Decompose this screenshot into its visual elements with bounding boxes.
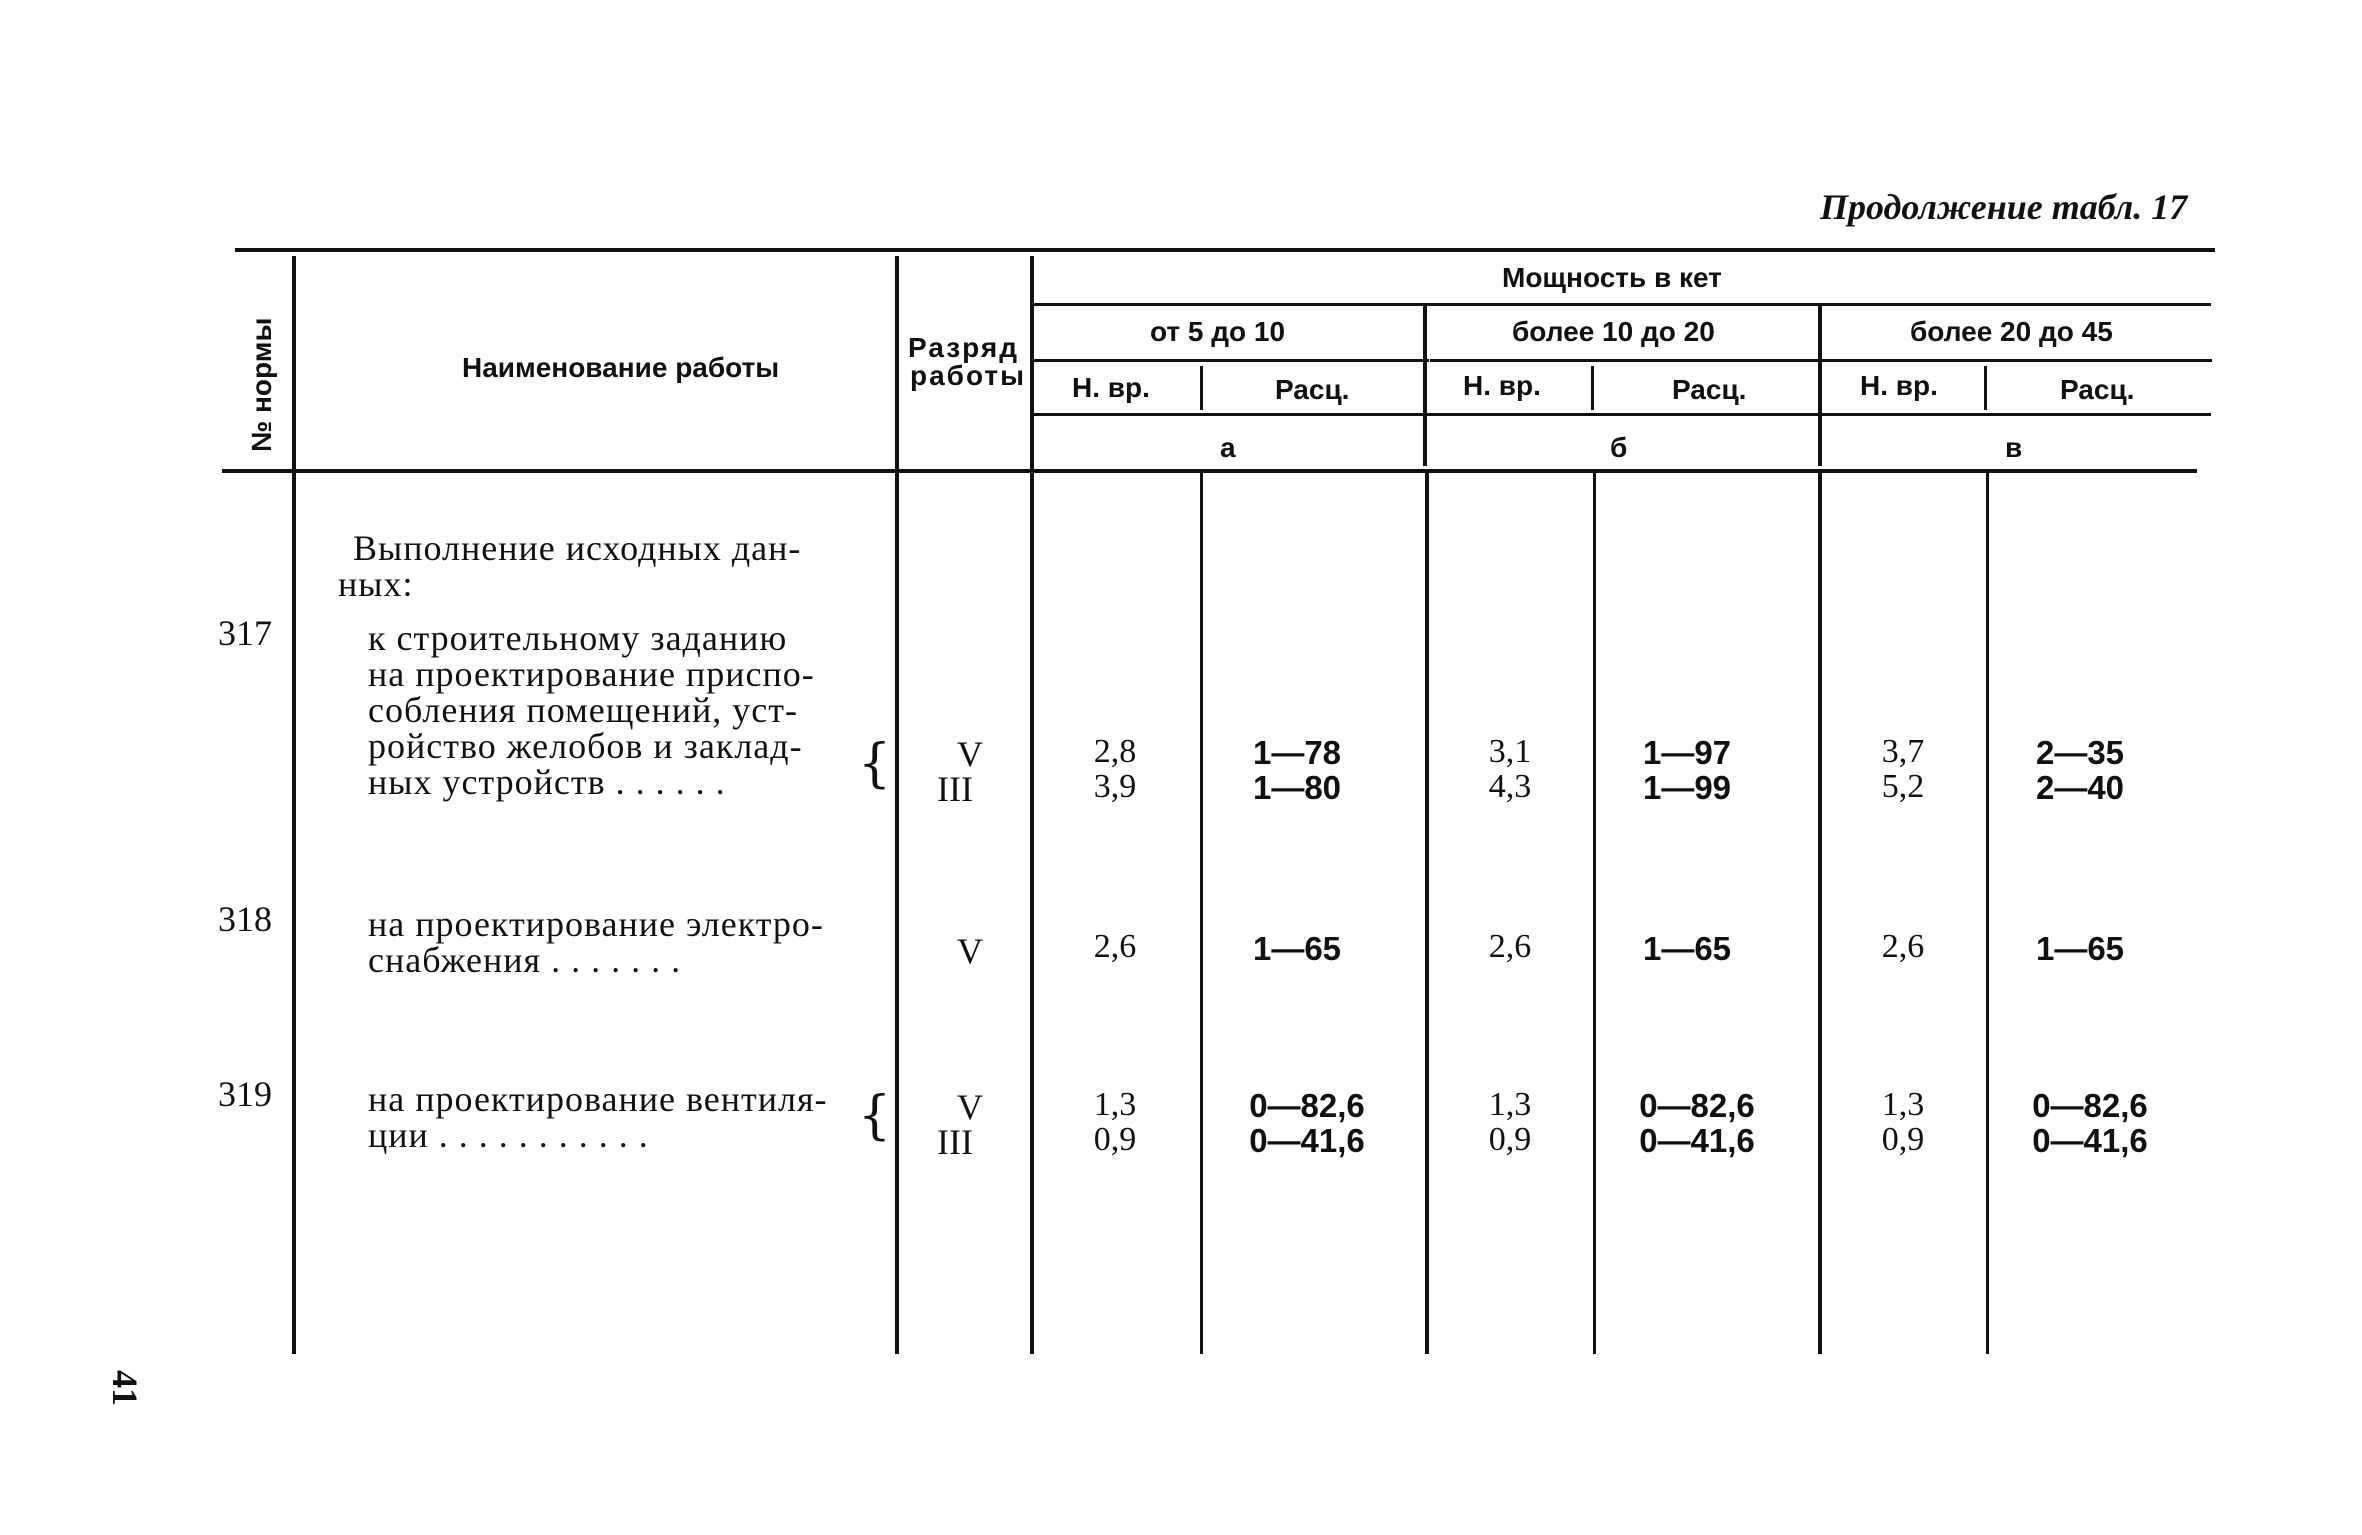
col-rule-ab-head	[1423, 306, 1427, 466]
group-c-nvr: Н. вр.	[1860, 370, 1938, 401]
group-c-range: более 20 до 45	[1910, 316, 2113, 347]
row-317-a-nvr-2: 3,9	[1093, 768, 1137, 805]
col-rule-ab	[1425, 472, 1429, 1354]
header-grade-1: Разряд	[908, 332, 1019, 363]
section-title-line2: ных:	[338, 564, 414, 604]
sub-rule-c	[1984, 366, 1987, 410]
row-319-a-rasc-1: 0—82,6	[1249, 1087, 1365, 1124]
row-319-name-1: на проектирование вентиля-	[368, 1079, 828, 1119]
col-rule-1	[292, 256, 296, 1354]
row-318-no: 318	[218, 899, 272, 939]
group-b-letter: б	[1610, 432, 1628, 463]
row-317-c-nvr-2: 5,2	[1881, 768, 1925, 805]
row-319-brace: {	[858, 1086, 892, 1146]
row-319-c-rasc-2: 0—41,6	[2032, 1122, 2148, 1159]
row-318-b-nvr: 2,6	[1488, 928, 1532, 965]
subheader-rule	[1031, 413, 2211, 416]
group-b-nvr: Н. вр.	[1463, 370, 1541, 401]
section-title-line1: Выполнение исходных дан-	[353, 528, 802, 568]
row-319-a-nvr-1: 1,3	[1093, 1086, 1137, 1123]
row-317-b-nvr-1: 3,1	[1488, 733, 1532, 770]
row-317-c-rasc-2: 2—40	[2035, 769, 2125, 806]
row-319-c-rasc-1: 0—82,6	[2032, 1087, 2148, 1124]
col-rule-3	[1030, 256, 1034, 1354]
row-318-c-rasc: 1—65	[2035, 930, 2125, 967]
row-319-b-rasc-1: 0—82,6	[1639, 1087, 1755, 1124]
group-b-rasc: Расц.	[1672, 374, 1747, 405]
group-c-rasc: Расц.	[2060, 374, 2135, 405]
row-317-grade-1: V	[957, 734, 983, 774]
row-318-a-nvr: 2,6	[1093, 928, 1137, 965]
col-rule-c-mid	[1986, 472, 1989, 1354]
row-317-c-nvr-1: 3,7	[1881, 733, 1925, 770]
header-norm-no: № нормы	[246, 317, 277, 452]
row-318-grade-1: V	[957, 931, 983, 971]
row-317-b-nvr-2: 4,3	[1488, 768, 1532, 805]
col-rule-2	[895, 256, 899, 1354]
table-caption: Продолжение табл. 17	[1820, 187, 2188, 227]
row-319-c-nvr-1: 1,3	[1881, 1086, 1925, 1123]
col-rule-a-mid	[1200, 472, 1203, 1354]
group-a-letter: а	[1220, 432, 1236, 463]
row-317-brace: {	[858, 734, 892, 794]
header-work-name: Наименование работы	[462, 352, 780, 383]
row-318-a-rasc: 1—65	[1252, 930, 1342, 967]
row-317-name-4: ройство желобов и заклад-	[368, 726, 803, 766]
sub-rule-a	[1200, 366, 1203, 410]
sub-rule-b	[1591, 366, 1594, 410]
group-c-letter: в	[2005, 432, 2023, 463]
group-b-rule	[1430, 359, 1820, 362]
row-317-b-rasc-2: 1—99	[1642, 769, 1732, 806]
group-a-rasc: Расц.	[1275, 374, 1350, 405]
row-317-name-3: собления помещений, уст-	[368, 690, 798, 730]
row-318-c-nvr: 2,6	[1881, 928, 1925, 965]
col-rule-bc	[1818, 472, 1822, 1354]
row-319-b-rasc-2: 0—41,6	[1639, 1122, 1755, 1159]
row-319-name-2: ции . . . . . . . . . . .	[368, 1115, 649, 1155]
row-317-a-nvr-1: 2,8	[1093, 733, 1137, 770]
row-319-grade-2: III	[937, 1122, 973, 1162]
row-317-name-5: ных устройств . . . . . .	[368, 762, 726, 802]
group-a-range: от 5 до 10	[1150, 316, 1286, 347]
row-317-c-rasc-1: 2—35	[2035, 734, 2125, 771]
row-319-a-nvr-2: 0,9	[1093, 1121, 1137, 1158]
power-rule	[1031, 303, 2211, 306]
row-317-b-rasc-1: 1—97	[1642, 734, 1732, 771]
row-319-a-rasc-2: 0—41,6	[1249, 1122, 1365, 1159]
header-bottom-rule	[222, 469, 2197, 473]
header-power: Мощность в кет	[1502, 262, 1722, 293]
group-a-rule	[1031, 359, 1429, 362]
row-317-grade-2: III	[937, 769, 973, 809]
group-c-rule	[1822, 359, 2212, 362]
row-318-b-rasc: 1—65	[1642, 930, 1732, 967]
page-number: 41	[105, 1370, 145, 1406]
row-319-no: 319	[218, 1074, 272, 1114]
table-top-rule	[235, 248, 2215, 252]
row-319-b-nvr-1: 1,3	[1488, 1086, 1532, 1123]
col-rule-bc-head	[1818, 306, 1822, 466]
row-317-a-rasc-2: 1—80	[1252, 769, 1342, 806]
group-b-range: более 10 до 20	[1512, 316, 1715, 347]
row-319-grade-1: V	[957, 1087, 983, 1127]
col-rule-b-mid	[1593, 472, 1596, 1354]
group-a-nvr: Н. вр.	[1072, 372, 1150, 403]
row-318-name-2: снабжения . . . . . . .	[368, 940, 682, 980]
row-317-name-1: к строительному заданию	[368, 618, 788, 658]
row-317-no: 317	[218, 613, 272, 653]
row-319-b-nvr-2: 0,9	[1488, 1121, 1532, 1158]
row-317-name-2: на проектирование приспо-	[368, 654, 815, 694]
row-318-name-1: на проектирование электро-	[368, 904, 824, 944]
row-317-a-rasc-1: 1—78	[1252, 734, 1342, 771]
header-grade-2: работы	[910, 360, 1027, 391]
row-319-c-nvr-2: 0,9	[1881, 1121, 1925, 1158]
